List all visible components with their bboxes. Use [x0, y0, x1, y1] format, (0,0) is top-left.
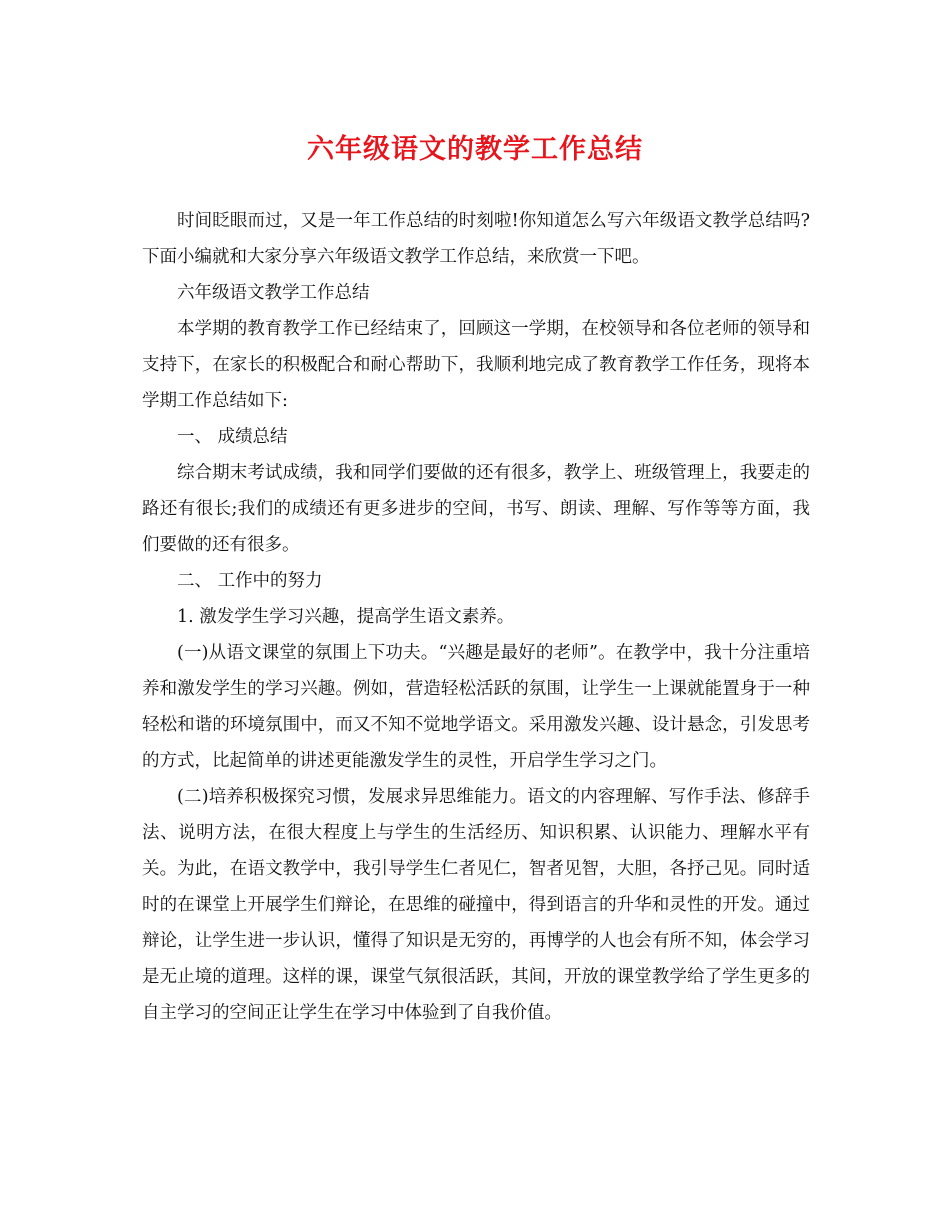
- document-title: 六年级语文的教学工作总结: [307, 134, 643, 165]
- effort-paragraph-2: (二)培养积极探究习惯，发展求异思维能力。语文的内容理解、写作手法、修辞手法、说明方法，在很大程度上与学生的生活经历、知识积累、认识能力、理解水平有关。为此，在语文教学中，我引导学生仁者见仁，智者见智，大胆，各抒己见。同时适时的在课堂上开展学生们辩论，在思维的碰撞中，得到语言的升华和灵性的开发。通过辩论，让学生进一步认识，懂得了知识是无穷的，再博学的人也会有所不知，体会学习是无止境的道理。这样的课，课堂气氛很活跃，其间，开放的课堂教学给了学生更多的自主学习的空间正让学生在学习中体验到了自我价值。: [142, 787, 810, 1023]
- section-heading: 一、 成绩总结: [177, 427, 288, 447]
- subsection-heading: 1. 激发学生学习兴趣，提高学生语文素养。: [177, 607, 515, 627]
- intro-paragraph: 时间眨眼而过，又是一年工作总结的时刻啦!你知道怎么写六年级语文教学总结吗?下面小编就和大家分享六年级语文教学工作总结，来欣赏一下吧。: [142, 211, 810, 267]
- section-heading: 六年级语文教学工作总结: [177, 283, 370, 303]
- results-paragraph: 综合期末考试成绩，我和同学们要做的还有很多，教学上、班级管理上，我要走的路还有很长;我们的成绩还有更多进步的空间，书写、朗读、理解、写作等等方面，我们要做的还有很多。: [142, 463, 810, 555]
- document-body: [142, 203, 810, 1031]
- effort-paragraph-1: (一)从语文课堂的氛围上下功夫。“兴趣是最好的老师”。在教学中，我十分注重培养和激发学生的学习兴趣。例如，营造轻松活跃的氛围，让学生一上课就能置身于一种轻松和谐的环境氛围中，而又不知不觉地学语文。采用激发兴趣、设计悬念，引发思考的方式，比起简单的讲述更能激发学生的灵性，开启学生学习之门。: [142, 643, 810, 771]
- overview-paragraph: 本学期的教育教学工作已经结束了，回顾这一学期，在校领导和各位老师的领导和支持下，在家长的积极配合和耐心帮助下，我顺利地完成了教育教学工作任务，现将本学期工作总结如下:: [142, 319, 810, 411]
- section-heading: 二、 工作中的努力: [177, 571, 323, 591]
